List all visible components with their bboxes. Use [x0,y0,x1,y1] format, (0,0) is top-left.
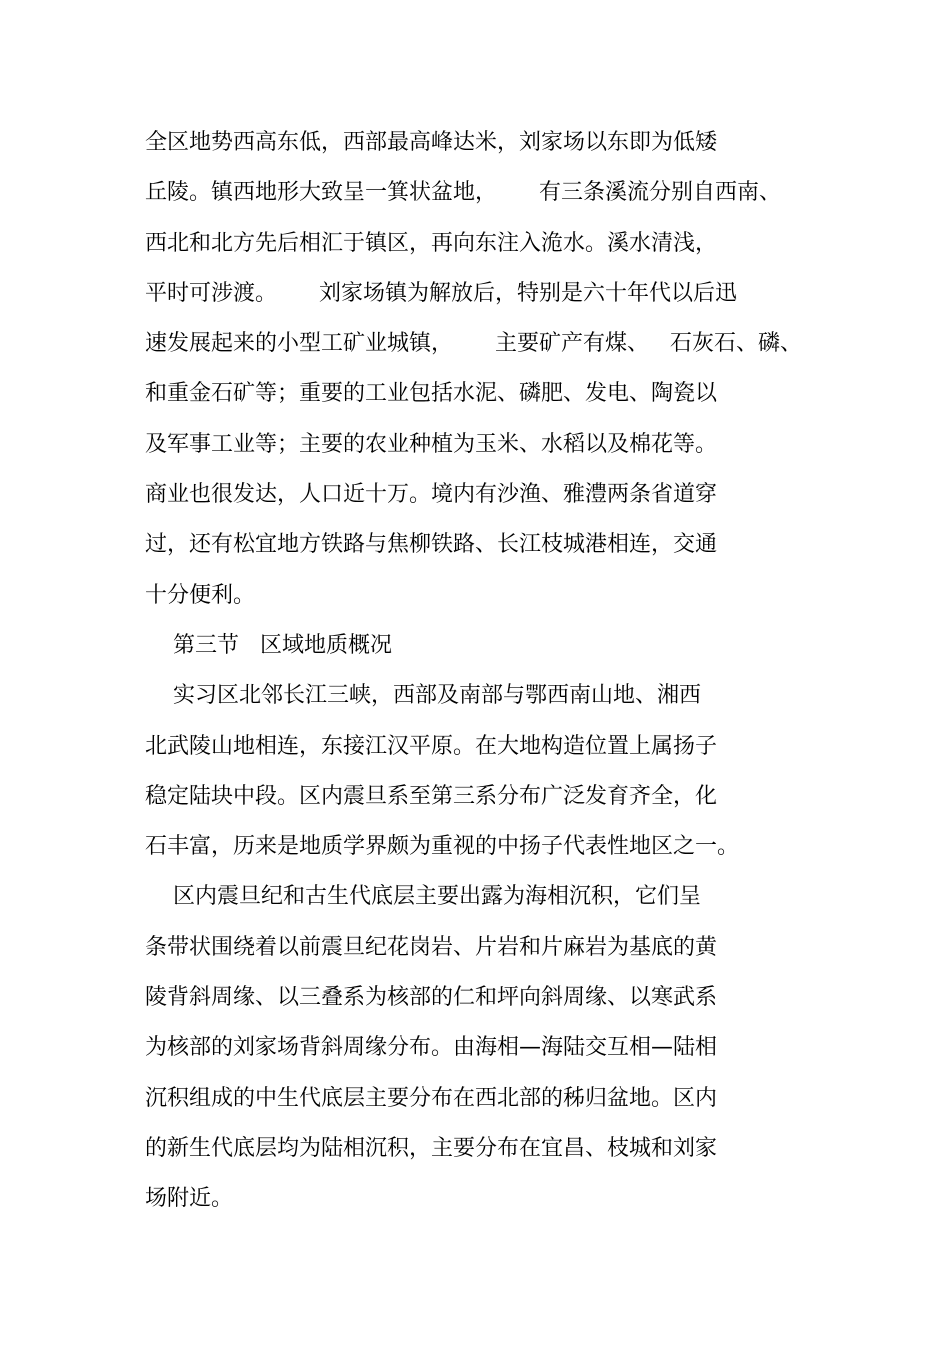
text-line: 过，还有松宜地方铁路与焦柳铁路、长江枝城港相连，交通 [145,532,718,558]
text-line: 沉积组成的中生代底层主要分布在西北部的秭归盆地。区内 [145,1085,718,1111]
section-heading: 第三节 区域地质概况 [145,632,392,658]
text-line: 商业也很发达，人口近十万。境内有沙渔、雅澧两条省道穿 [145,482,718,508]
text-line: 陵背斜周缘、以三叠系为核部的仁和坪向斜周缘、以寒武系 [145,985,718,1011]
text-line: 的新生代底层均为陆相沉积，主要分布在宜昌、枝城和刘家 [145,1135,718,1161]
text-line: 速发展起来的小型工矿业城镇， 主要矿产有煤、 石灰石、磷、 [145,331,802,357]
text-line: 平时可涉渡。 刘家场镇为解放后，特别是六十年代以后迅 [145,280,737,306]
text-line: 场附近。 [145,1186,234,1212]
text-line: 丘陵。镇西地形大致呈一箕状盆地， 有三条溪流分别自西南、 [145,180,781,206]
text-line: 石丰富，历来是地质学界颇为重视的中扬子代表性地区之一。 [145,834,740,860]
text-line: 全区地势西高东低，西部最高峰达米，刘家场以东即为低矮 [145,130,718,155]
text-line: 北武陵山地相连，东接江汉平原。在大地构造位置上属扬子 [145,733,718,759]
text-line: 及军事工业等；主要的农业种植为玉米、水稻以及棉花等。 [145,431,718,457]
text-line: 西北和北方先后相汇于镇区，再向东注入洈水。溪水清浅， [145,230,718,256]
text-line: 稳定陆块中段。区内震旦系至第三系分布广泛发育齐全，化 [145,783,718,809]
text-line: 十分便利。 [145,582,256,608]
text-line: 条带状围绕着以前震旦纪花岗岩、片岩和片麻岩为基底的黄 [145,934,718,960]
text-line: 为核部的刘家场背斜周缘分布。由海相—海陆交互相—陆相 [145,1035,718,1061]
text-line: 和重金石矿等；重要的工业包括水泥、磷肥、发电、陶瓷以 [145,381,718,407]
body-text [145,124,825,1231]
text-line: 实习区北邻长江三峡，西部及南部与鄂西南山地、湘西 [145,683,701,709]
text-line: 区内震旦纪和古生代底层主要出露为海相沉积，它们呈 [145,884,701,910]
